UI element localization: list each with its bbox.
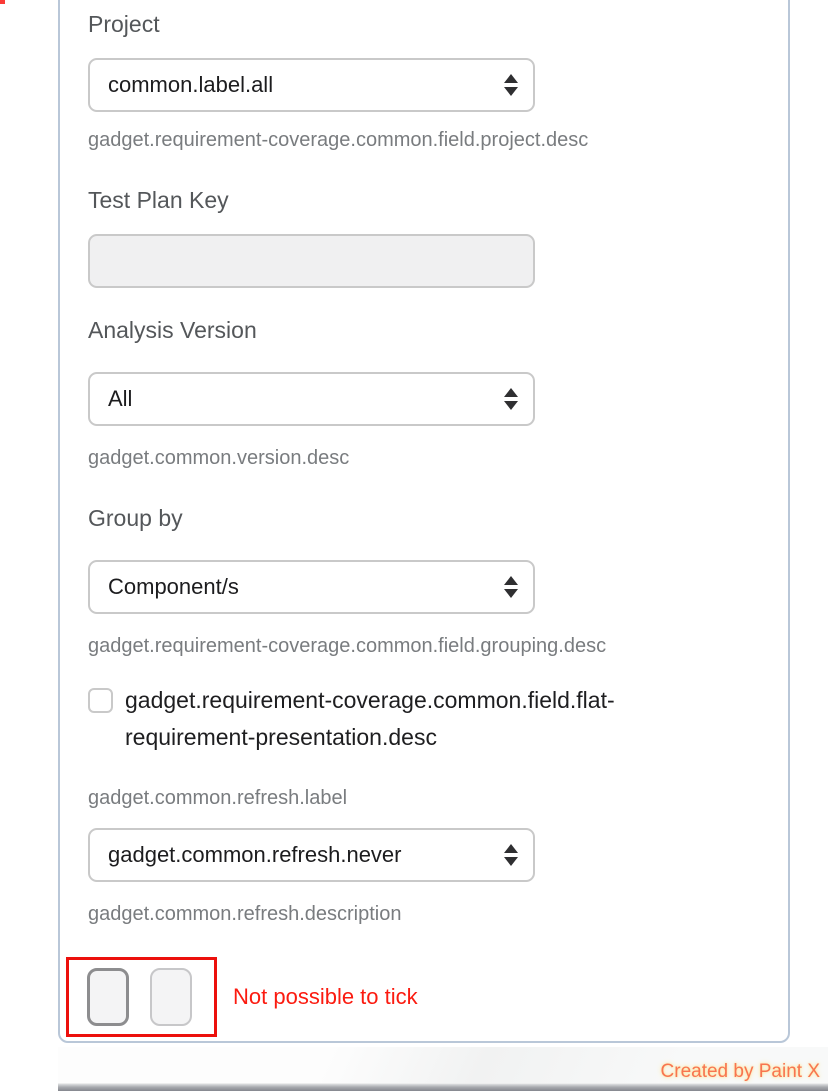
select-spinner-icon — [504, 844, 518, 866]
select-spinner-icon — [504, 388, 518, 410]
analysis-version-select-value: All — [108, 386, 133, 411]
group-by-select-value: Component/s — [108, 574, 239, 599]
group-by-label: Group by — [88, 505, 183, 531]
paintx-watermark: Created by Paint X — [660, 1061, 820, 1082]
blocked-checkbox-2[interactable] — [150, 968, 192, 1026]
analysis-version-label: Analysis Version — [88, 317, 257, 343]
red-annotation-box — [66, 957, 217, 1037]
blocked-checkboxes-annotation — [66, 957, 760, 1037]
group-by-desc: gadget.requirement-coverage.common.field.grouping.desc — [88, 635, 607, 657]
gadget-config-panel — [58, 0, 790, 1043]
analysis-version-desc: gadget.common.version.desc — [88, 447, 350, 469]
select-spinner-icon — [504, 576, 518, 598]
project-desc: gadget.requirement-coverage.common.field.project.desc — [88, 129, 589, 151]
select-spinner-icon — [504, 74, 518, 96]
project-select-value: common.label.all — [108, 72, 274, 97]
project-label: Project — [88, 11, 160, 37]
refresh-desc: gadget.common.refresh.description — [88, 903, 402, 925]
refresh-select[interactable] — [88, 828, 535, 882]
annotation-note: Not possible to tick — [233, 984, 418, 1009]
test-plan-key-label: Test Plan Key — [88, 187, 229, 213]
red-annotation-fragment — [0, 0, 5, 4]
flat-presentation-row — [88, 682, 760, 756]
project-select[interactable] — [88, 58, 535, 112]
flat-presentation-checkbox[interactable] — [88, 688, 113, 713]
flat-presentation-label: gadget.requirement-coverage.common.field.flat-requirement-presentation.desc — [125, 687, 615, 750]
test-plan-key-input[interactable] — [88, 234, 535, 288]
analysis-version-select[interactable] — [88, 372, 535, 426]
group-by-select[interactable] — [88, 560, 535, 614]
refresh-label: gadget.common.refresh.label — [88, 787, 348, 809]
blocked-checkbox-1[interactable] — [87, 968, 129, 1026]
refresh-select-value: gadget.common.refresh.never — [108, 842, 402, 867]
